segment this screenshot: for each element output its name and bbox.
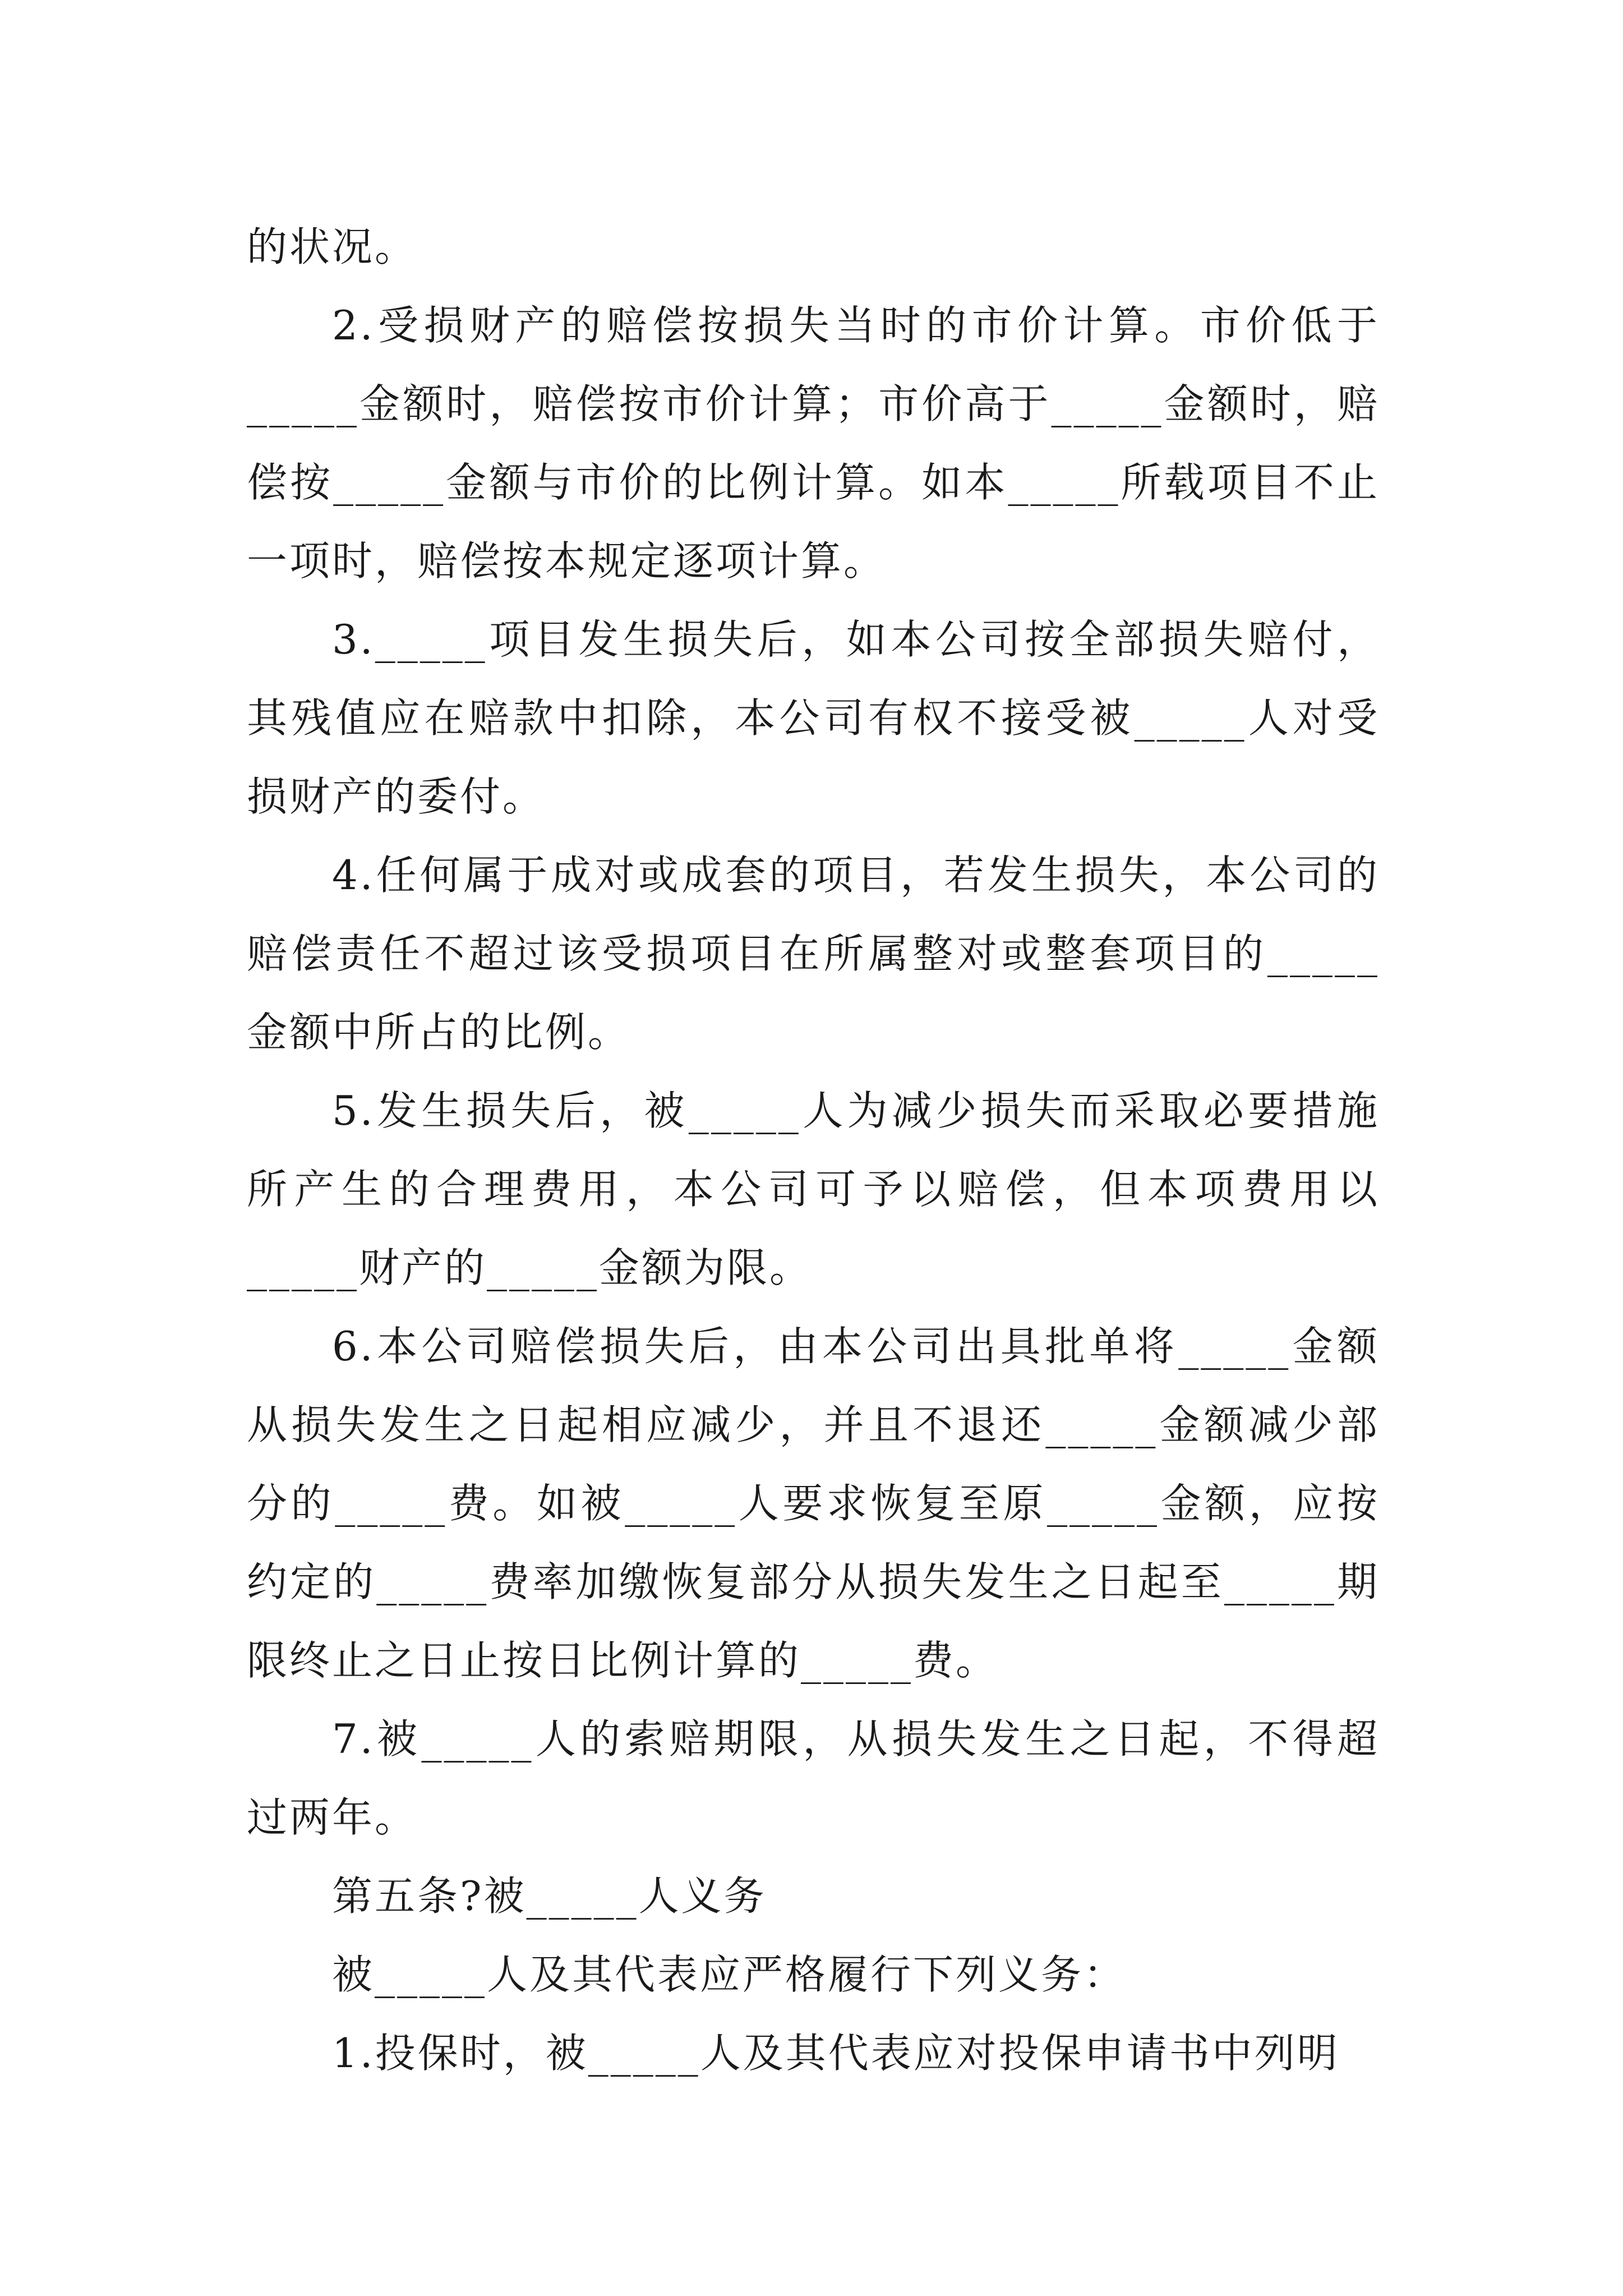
paragraph-clause-4: 4.任何属于成对或成套的项目，若发生损失，本公司的赔偿责任不超过该受损项目在所属整对或整套项目的_____金额中所占的比例。 [247,852,1380,1056]
paragraph-clause-3: 3._____项目发生损失后，如本公司按全部损失赔付，其残值应在赔款中扣除，本公司有权不接受被_____人对受损财产的委付。 [247,616,1380,820]
paragraph-clause-5: 5.发生损失后，被_____人为减少损失而采取必要措施所产生的合理费用，本公司可予以赔偿，但本项费用以_____财产的_____金额为限。 [247,1087,1380,1291]
paragraph-continuation: 的状况。 [247,223,418,270]
document-body [247,208,1380,2092]
paragraph-clause-6: 6.本公司赔偿损失后，由本公司出具批单将_____金额从损失发生之日起相应减少，并且不退还_____金额减少部分的_____费。如被_____人要求恢复至原_____金额，应按约定的_____费率加缴恢复部分从损失发生之日起至_____期限终止之日止按日比例计算的_____费。 [247,1323,1380,1684]
paragraph-clause-7: 7.被_____人的索赔期限，从损失发生之日起，不得超过两年。 [247,1715,1380,1841]
article-five-heading: 第五条?被_____人义务 [332,1872,767,1920]
paragraph-obligation-1: 1.投保时，被_____人及其代表应对投保申请书中列明 [332,2030,1340,2077]
obligations-intro: 被_____人及其代表应严格履行下列义务： [332,1951,1127,1998]
paragraph-clause-2: 2.受损财产的赔偿按损失当时的市价计算。市价低于_____金额时，赔偿按市价计算；市价高于_____金额时，赔偿按_____金额与市价的比例计算。如本_____所载项目不止一项时，赔偿按本规定逐项计算。 [247,302,1380,585]
